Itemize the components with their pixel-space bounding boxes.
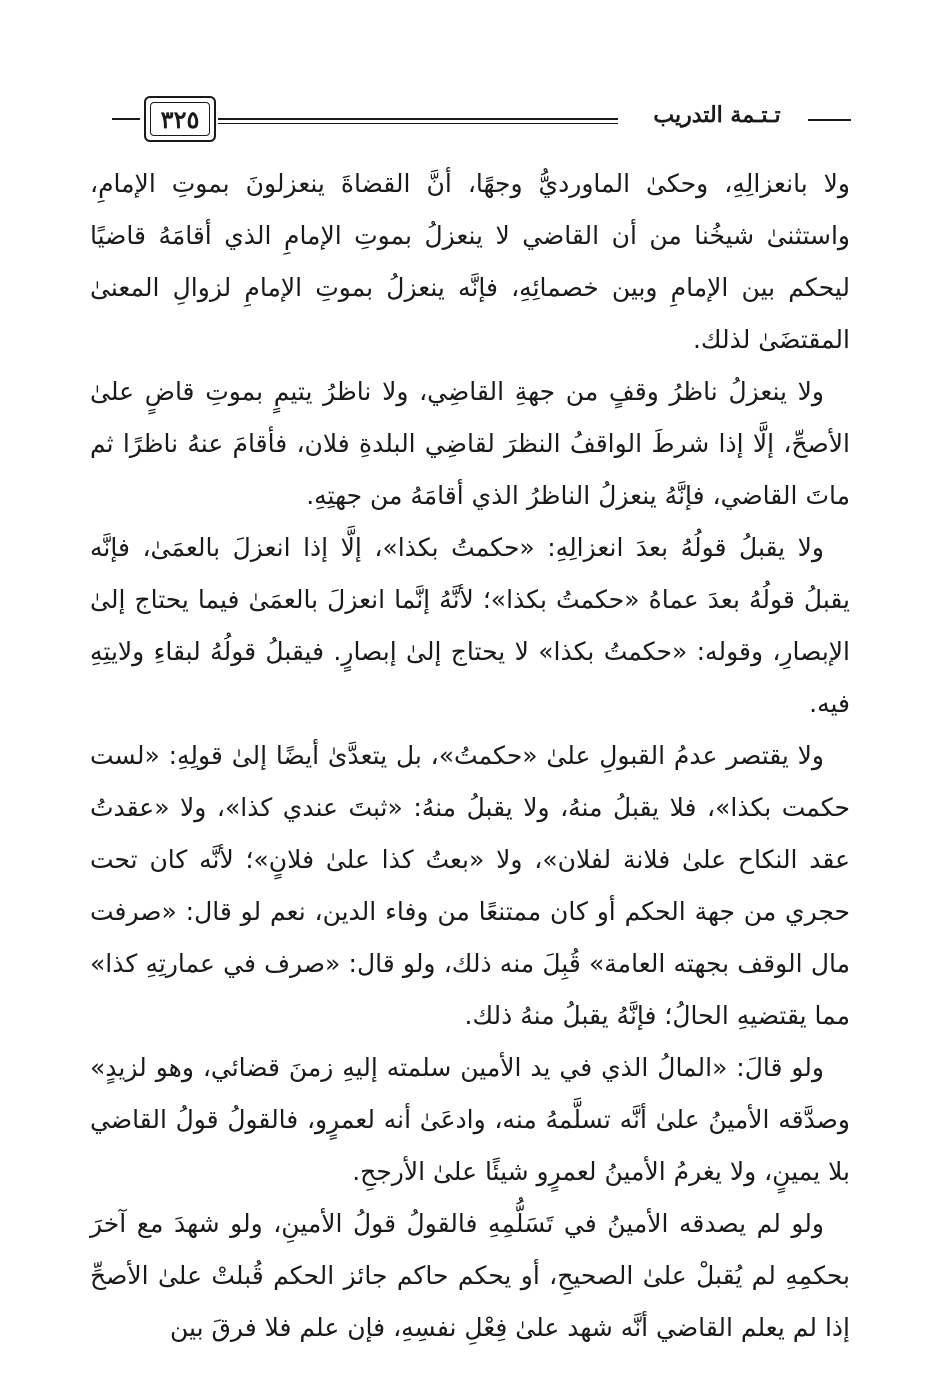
- paragraph-2: ولا ينعزلُ ناظرُ وقفٍ من جهةِ القاضِي، ولا ناظرُ يتيمٍ بموتِ قاضٍ علىٰ الأصحِّ، إلَّا إذا شرطَ الواقفُ النظرَ لقاضِي البلدةِ فلان، فأقامَ عنهُ ناظرًا ثم ماتَ القاضي، فإنَّهُ ينعزلُ الناظرُ الذي أقامَهُ من جهتِهِ.: [90, 377, 850, 510]
- page-number: ٣٢٥: [150, 102, 210, 136]
- header-rule-middle: [218, 118, 618, 124]
- page-number-frame: [144, 96, 216, 142]
- header-rule-right: [808, 119, 851, 121]
- header-rule-left: [112, 118, 140, 120]
- running-title: تـتـمة التدريب: [653, 102, 781, 128]
- running-header: [98, 92, 851, 152]
- body-text: [90, 158, 850, 1354]
- paragraph-5: ولو قالَ: «المالُ الذي في يد الأمين سلمته إليهِ زمنَ قضائي، وهو لزيدٍ» وصدَّقه الأمينُ علىٰ أنَّه تسلَّمهُ منه، وادعَىٰ أنه لعمرٍو، فالقولُ قولُ القاضي بلا يمينٍ، ولا يغرمُ الأمينُ لعمرٍو شيئًا علىٰ الأرجحِ.: [90, 1053, 850, 1186]
- paragraph-3: ولا يقبلُ قولُهُ بعدَ انعزالِهِ: «حكمتُ بكذا»، إلَّا إذا انعزلَ بالعمَىٰ، فإنَّه يقبلُ قولُهُ بعدَ عماهُ «حكمتُ بكذا»؛ لأنَّهُ إنَّما انعزلَ بالعمَىٰ فيما يحتاج إلىٰ الإبصارِ، وقوله: «حكمتُ بكذا» لا يحتاج إلىٰ إبصارٍ. فيقبلُ قولُهُ لبقاءِ ولايتِهِ فيه.: [90, 533, 850, 718]
- paragraph-1: ولا بانعزالِهِ، وحكىٰ الماورديُّ وجهًا، أنَّ القضاةَ ينعزلونَ بموتِ الإمامِ، واستثنىٰ شيخُنا من أن القاضي لا ينعزلُ بموتِ الإمامِ الذي أقامَهُ قاضيًا ليحكم بين الإمامِ وبين خصمائِهِ، فإنَّه ينعزلُ بموتِ الإمامِ لزوالِ المعنىٰ المقتضَىٰ لذلك.: [90, 169, 850, 354]
- paragraph-6: ولو لم يصدقه الأمينُ في تَسَلُّمِهِ فالقولُ قولُ الأمينِ، ولو شهدَ مع آخرَ بحكمِهِ لم يُقبلْ علىٰ الصحيحِ، أو يحكم حاكم جائز الحكم قُبلتْ علىٰ الأصحِّ إذا لم يعلم القاضي أنَّه شهد علىٰ فِعْلِ نفسِهِ، فإن علم فلا فرقَ بين: [90, 1209, 850, 1342]
- paragraph-4: ولا يقتصر عدمُ القبولِ علىٰ «حكمتُ»، بل يتعدَّىٰ أيضًا إلىٰ قولِهِ: «لست حكمت بكذا»، فلا يقبلُ منهُ، ولا يقبلُ منهُ: «ثبتَ عندي كذا»، ولا «عقدتُ عقد النكاح علىٰ فلانة لفلان»، ولا «بعتُ كذا علىٰ فلانٍ»؛ لأنَّه كان تحت حجري من جهة الحكم أو كان ممتنعًا من وفاء الدين، نعم لو قال: «صرفت مال الوقف بجهته العامة» قُبِلَ منه ذلك، ولو قال: «صرف في عمارتِهِ كذا» مما يقتضيهِ الحالُ؛ فإنَّهُ يقبلُ منهُ ذلك.: [90, 741, 850, 1030]
